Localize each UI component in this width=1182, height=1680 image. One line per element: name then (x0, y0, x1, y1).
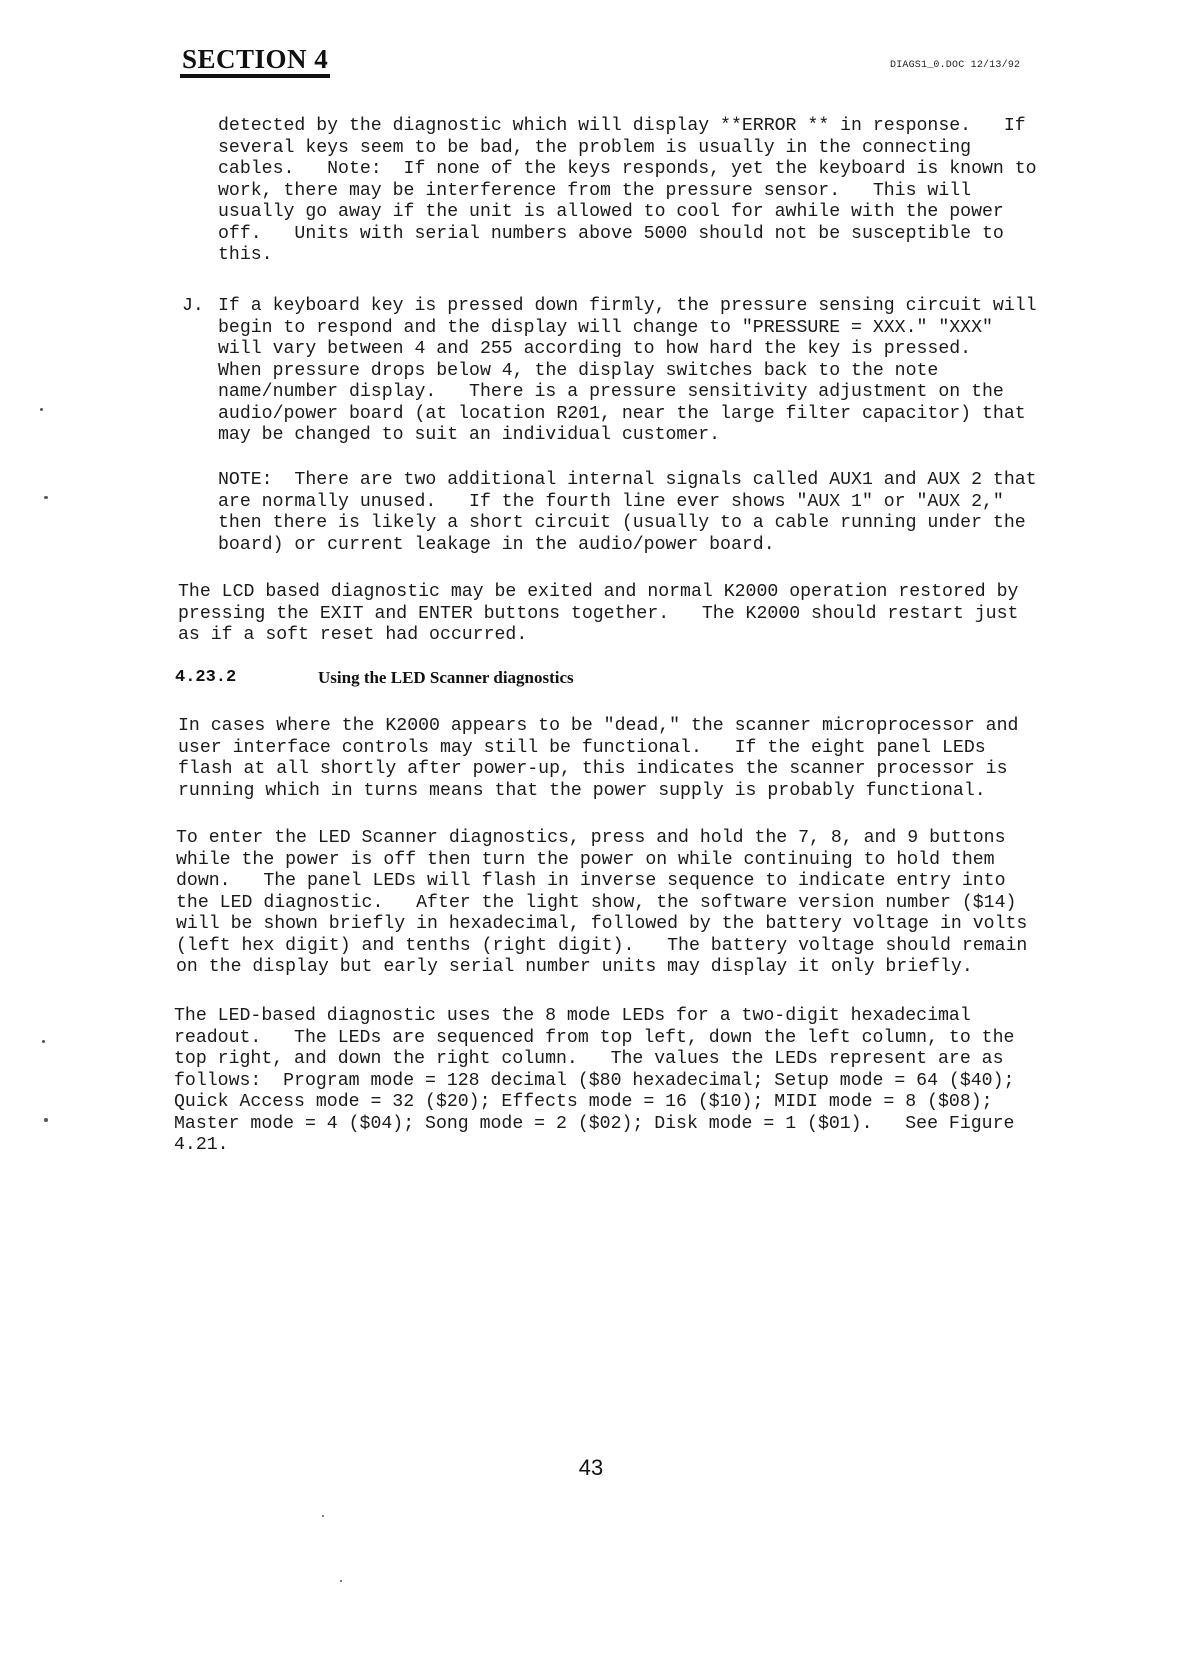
scan-speck (44, 496, 48, 499)
paragraph-led-readout: The LED-based diagnostic uses the 8 mode LEDs for a two-digit hexadecimal readout. The LEDs are sequenced from top left, down the left column, to the top right, and down the right column. The values the LEDs represent are as follows: Program mode = 128 decimal ($80 hexadecimal; Setup mode = 64 ($40); Quick Access mode = 32 ($20); Effects mode = 16 ($10); MIDI mode = 8 ($08); Master mode = 4 ($04); Song mode = 2 ($02); Disk mode = 1 ($01). See Figure 4.21. (174, 1006, 1015, 1155)
list-label-j: J. (182, 296, 204, 316)
paragraph-exit-lcd: The LCD based diagnostic may be exited and normal K2000 operation restored by pressing the EXIT and ENTER buttons together. The K2000 should restart just as if a soft reset had occurred. (178, 582, 1019, 645)
scan-speck (42, 1040, 45, 1043)
subsection-number: 4.23.2 (175, 668, 237, 687)
section-heading-underline (180, 74, 330, 78)
subsection-title: Using the LED Scanner diagnostics (318, 668, 574, 687)
paragraph-pressure: If a keyboard key is pressed down firmly, the pressure sensing circuit will begin to respond and the display will change to "PRESSURE = XXX." "XXX" will vary between 4 and 255 according to how hard the key is pressed. When pressure drops below 4, the display switches back to the note name/number display. There is a pressure sensitivity adjustment on the audio/power board (at location R201, near the large filter capacitor) that may be changed to suit an individual customer. (218, 296, 1037, 445)
scan-speck (322, 1515, 324, 1517)
section-heading: SECTION 4 (182, 44, 329, 74)
page-number: 43 (578, 1455, 604, 1480)
document-reference: DIAGS1_0.DOC 12/13/92 (890, 60, 1021, 71)
scan-speck (340, 1580, 342, 1582)
scan-speck (40, 408, 43, 411)
paragraph-enter-led-diag: To enter the LED Scanner diagnostics, press and hold the 7, 8, and 9 buttons while the power is off then turn the power on while continuing to hold them down. The panel LEDs will flash in inverse sequence to indicate entry into the LED diagnostic. After the light show, the software version number ($14) will be shown briefly in hexadecimal, followed by the battery voltage in volts (left hex digit) and tenths (right digit). The battery voltage should remain on the display but early serial number units may display it only briefly. (176, 828, 1028, 977)
paragraph-dead-unit: In cases where the K2000 appears to be "dead," the scanner microprocessor and user interface controls may still be functional. If the eight panel LEDs flash at all shortly after power-up, this indicates the scanner processor is running which in turns means that the power supply is probably functional. (178, 716, 1019, 801)
note-aux-signals: NOTE: There are two additional internal signals called AUX1 and AUX 2 that are normally unused. If the fourth line ever shows "AUX 1" or "AUX 2," then there is likely a short circuit (usually to a cable running under the board) or current leakage in the audio/power board. (218, 470, 1037, 555)
paragraph-error-keys: detected by the diagnostic which will display **ERROR ** in response. If several keys seem to be bad, the problem is usually in the connecting cables. Note: If none of the keys responds, yet the keyboard is known to work, there may be interference from the pressure sensor. This will usually go away if the unit is allowed to cool for awhile with the power off. Units with serial numbers above 5000 should not be susceptible to this. (218, 116, 1037, 265)
scan-speck (44, 1118, 48, 1122)
